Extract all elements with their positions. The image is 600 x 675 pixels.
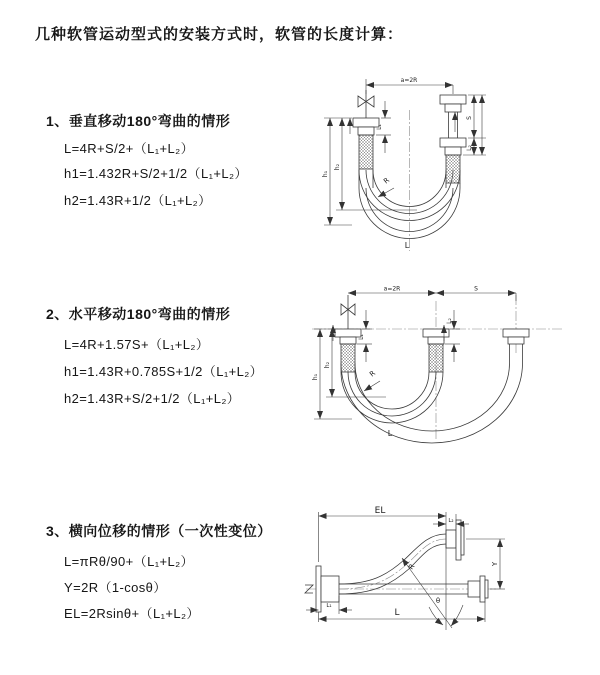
dim-label-length: L xyxy=(404,241,410,250)
dimensions xyxy=(306,506,505,630)
flange-hub xyxy=(445,104,461,112)
dim-label-l1: L₁ xyxy=(376,124,383,130)
flange-hub xyxy=(508,337,524,344)
top-right-flange xyxy=(446,520,464,560)
section-1-formula-h1: h1=1.432R+S/2+1/2（L₁+L₂） xyxy=(64,166,248,181)
dim-label-theta: θ xyxy=(435,597,441,605)
section-2-heading: 2、水平移动180°弯曲的情形 xyxy=(46,306,231,322)
section-1-heading: 1、垂直移动180°弯曲的情形 xyxy=(46,113,231,129)
hose-bend-arcs xyxy=(341,363,523,443)
left-pipe xyxy=(335,295,361,372)
section-3-formula-EL: EL=2Rsinθ+（L₁+L₂） xyxy=(64,606,200,621)
dim-label-s: S xyxy=(474,285,478,293)
dim-label-h1: h₁ xyxy=(322,170,329,178)
dim-label-h2: h₂ xyxy=(324,361,331,369)
flange xyxy=(503,329,529,337)
middle-pipe xyxy=(423,329,449,372)
dim-label-r: R xyxy=(407,562,417,572)
diagram-horizontal-180-bend xyxy=(306,281,568,456)
dim-label-l2: L₂ xyxy=(446,318,453,324)
dim-label-h2: h₂ xyxy=(334,163,341,171)
section-3-formula-Y: Y=2R（1-cosθ） xyxy=(64,580,167,595)
dim-label-r: R xyxy=(368,369,378,379)
dim-label-s: S xyxy=(466,116,473,120)
dim-label-l2: L₂ xyxy=(466,145,473,151)
dim-label-span: a=2R xyxy=(400,77,418,84)
section-2-formula-h1: h1=1.43R+0.785S+1/2（L₁+L₂） xyxy=(64,364,264,379)
hose-braid xyxy=(359,135,373,169)
dim-label-h1: h₁ xyxy=(312,373,319,381)
dim-label-r: R xyxy=(382,176,392,186)
flange-hub xyxy=(428,337,444,344)
dim-label-l2: L₂ xyxy=(448,518,454,524)
flange xyxy=(440,95,466,104)
dim-label-y: Y xyxy=(491,561,499,567)
flange xyxy=(440,138,466,147)
section-1-formula-L: L=4R+S/2+（L₁+L₂） xyxy=(64,141,195,156)
flange-hub xyxy=(340,337,356,344)
hose-braid xyxy=(446,155,460,183)
right-pipe xyxy=(440,95,466,183)
diagram-lateral-displacement xyxy=(300,504,572,656)
document-title: 几种软管运动型式的安装方式时，软管的长度计算： xyxy=(35,26,404,43)
section-1-formula-h2: h2=1.43R+1/2（L₁+L₂） xyxy=(64,193,212,208)
flange xyxy=(423,329,449,337)
section-2-formula-L: L=4R+1.57S+（L₁+L₂） xyxy=(64,337,210,352)
dim-label-l1: L₁ xyxy=(358,334,365,340)
section-3-formula-L: L=πRθ/90+（L₁+L₂） xyxy=(64,554,194,569)
section-2-formula-h2: h2=1.43R+S/2+1/2（L₁+L₂） xyxy=(64,391,241,406)
dim-label-el: EL xyxy=(374,506,386,516)
right-lower-flange xyxy=(468,576,488,602)
diagram-vertical-180-bend xyxy=(306,70,556,255)
hose-braid xyxy=(429,344,443,372)
dim-label-length: L xyxy=(387,429,393,438)
dim-label-length: L xyxy=(394,608,400,618)
dim-label-span: a=2R xyxy=(383,285,401,293)
dim-label-l1: L₁ xyxy=(326,603,332,609)
flange-hub xyxy=(358,127,374,135)
flange-hub xyxy=(445,147,461,155)
displaced-hose xyxy=(339,534,446,594)
hose-braid xyxy=(341,344,355,372)
section-3-heading: 3、横向位移的情形（一次性变位） xyxy=(46,523,272,539)
